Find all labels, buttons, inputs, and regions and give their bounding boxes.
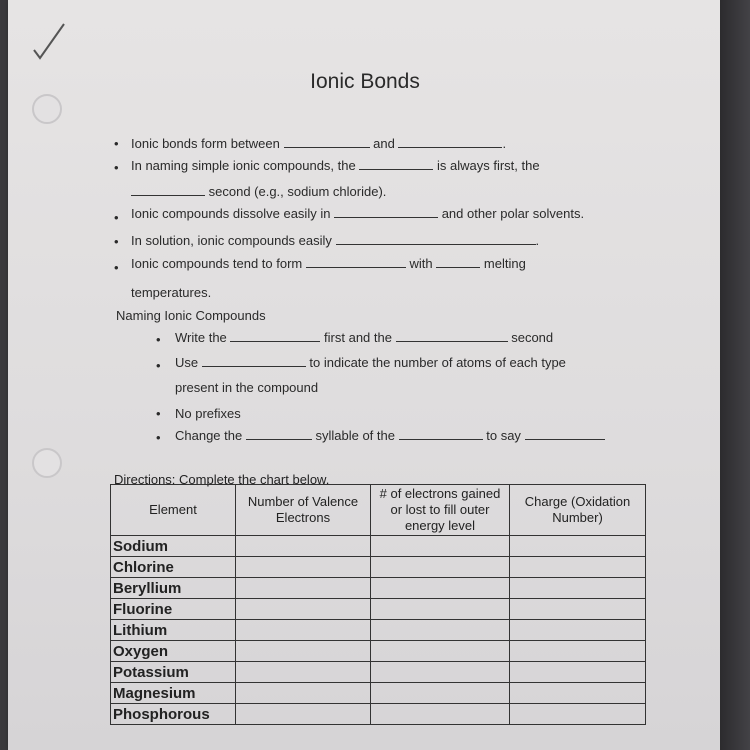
naming-2-text: Use (175, 355, 199, 370)
bullet-2-cont (131, 184, 386, 199)
header-valence: Number of Valence Electrons (236, 485, 371, 536)
table-row (111, 683, 646, 704)
answer-cell[interactable] (236, 557, 371, 578)
answer-blank[interactable] (396, 330, 508, 342)
answer-cell[interactable] (371, 536, 510, 557)
answer-blank[interactable] (336, 233, 536, 245)
answer-cell[interactable] (371, 557, 510, 578)
answer-cell[interactable] (236, 662, 371, 683)
answer-cell[interactable] (371, 578, 510, 599)
element-name: Potassium (111, 662, 236, 683)
naming-1-text-c: second (511, 330, 554, 345)
naming-4-text-b: syllable of the (315, 428, 395, 443)
answer-cell[interactable] (371, 662, 510, 683)
punch-hole-icon (32, 448, 62, 478)
naming-2-cont: present in the compound (175, 380, 319, 395)
answer-blank[interactable] (359, 158, 433, 170)
answer-blank[interactable] (202, 355, 306, 367)
bullet-2-text-b: is always first, the (436, 158, 540, 173)
element-name: Magnesium (111, 683, 236, 704)
bullet: • (114, 210, 119, 225)
table-row (111, 662, 646, 683)
bullet-4-text: In solution, ionic compounds easily (131, 233, 332, 248)
answer-blank[interactable] (306, 256, 406, 268)
answer-cell[interactable] (371, 620, 510, 641)
checkmark-icon (30, 20, 70, 65)
bullet-3-text-b: and other polar solvents. (441, 206, 585, 221)
header-charge: Charge (Oxidation Number) (510, 485, 646, 536)
bullet-3-text: Ionic compounds dissolve easily in (131, 206, 331, 221)
table-row (111, 557, 646, 578)
naming-4-text: Change the (175, 428, 243, 443)
answer-blank[interactable] (246, 428, 312, 440)
bullet-5-text: Ionic compounds tend to form (131, 256, 303, 271)
naming-1 (175, 330, 553, 345)
element-chart (110, 484, 646, 725)
answer-cell[interactable] (236, 578, 371, 599)
bullet-3 (131, 206, 584, 221)
element-name: Sodium (111, 536, 236, 557)
naming-3: No prefixes (175, 406, 241, 421)
answer-cell[interactable] (510, 536, 646, 557)
element-name: Fluorine (111, 599, 236, 620)
answer-cell[interactable] (371, 599, 510, 620)
bullet-2-text: In naming simple ionic compounds, the (131, 158, 356, 173)
bullet-1-text-and: and (373, 136, 395, 151)
bullet-1: Ionic bonds form between and . (131, 136, 507, 151)
answer-cell[interactable] (510, 641, 646, 662)
answer-cell[interactable] (236, 536, 371, 557)
answer-cell[interactable] (371, 641, 510, 662)
element-name: Chlorine (111, 557, 236, 578)
answer-blank[interactable] (436, 256, 480, 268)
answer-cell[interactable] (371, 683, 510, 704)
bullet: • (156, 358, 161, 373)
answer-cell[interactable] (510, 662, 646, 683)
table-row (111, 641, 646, 662)
element-name: Beryllium (111, 578, 236, 599)
answer-cell[interactable] (510, 704, 646, 725)
answer-cell[interactable] (371, 704, 510, 725)
table-row (111, 704, 646, 725)
naming-4 (175, 428, 605, 443)
table-row (111, 578, 646, 599)
naming-heading: Naming Ionic Compounds (116, 308, 266, 323)
answer-cell[interactable] (236, 704, 371, 725)
page-title: Ionic Bonds (310, 70, 420, 93)
background-edge (720, 0, 750, 750)
answer-cell[interactable] (236, 641, 371, 662)
bullet: • (156, 332, 161, 347)
answer-cell[interactable] (510, 620, 646, 641)
naming-2-text-b: to indicate the number of atoms of each type (309, 355, 566, 370)
punch-hole-icon (32, 94, 62, 124)
table-row (111, 536, 646, 557)
bullet-2-text-c: second (e.g., sodium chloride). (208, 184, 387, 199)
naming-4-text-c: to say (486, 428, 521, 443)
bullet: • (114, 260, 119, 275)
answer-blank[interactable] (334, 206, 438, 218)
bullet-4: In solution, ionic compounds easily . (131, 233, 540, 248)
answer-blank[interactable] (399, 428, 483, 440)
bullet-5-text-c: melting (483, 256, 526, 271)
table-row (111, 599, 646, 620)
answer-blank[interactable] (284, 136, 370, 148)
bullet-1-text: Ionic bonds form between (131, 136, 280, 151)
bullet: • (114, 160, 119, 175)
answer-blank[interactable] (131, 184, 205, 196)
header-electrons-gained-lost: # of electrons gained or lost to fill outer energy level (371, 485, 510, 536)
element-name: Phosphorous (111, 704, 236, 725)
directions-text: Directions: Complete the chart below. (114, 472, 330, 487)
answer-cell[interactable] (236, 599, 371, 620)
table-row (111, 620, 646, 641)
element-name: Oxygen (111, 641, 236, 662)
answer-cell[interactable] (510, 578, 646, 599)
bullet-5 (131, 256, 526, 271)
naming-1-text: Write the (175, 330, 227, 345)
answer-cell[interactable] (236, 683, 371, 704)
answer-cell[interactable] (510, 683, 646, 704)
bullet: • (114, 136, 119, 151)
naming-2 (175, 355, 566, 370)
header-element: Element (111, 485, 236, 536)
answer-cell[interactable] (236, 620, 371, 641)
bullet: • (156, 406, 161, 421)
bullet: • (156, 430, 161, 445)
bullet-5-cont: temperatures. (131, 285, 212, 300)
answer-cell[interactable] (510, 599, 646, 620)
bullet: • (114, 234, 119, 249)
bullet-5-text-b: with (409, 256, 433, 271)
answer-cell[interactable] (510, 557, 646, 578)
naming-1-text-b: first and the (324, 330, 392, 345)
answer-blank[interactable] (525, 428, 605, 440)
answer-blank[interactable] (398, 136, 502, 148)
bullet-2 (131, 158, 540, 173)
element-name: Lithium (111, 620, 236, 641)
answer-blank[interactable] (230, 330, 320, 342)
